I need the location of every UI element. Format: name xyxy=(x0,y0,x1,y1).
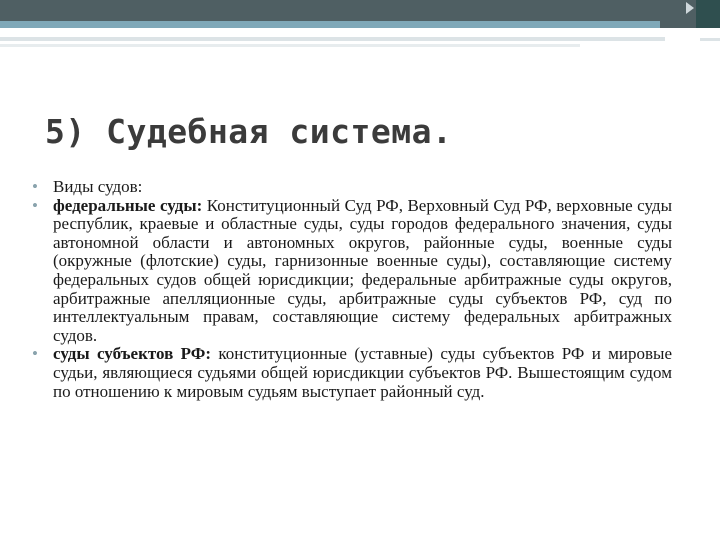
bullet-item-court-types xyxy=(30,178,672,197)
bullet-text: конституционные (уставные) суды субъектов РФ и мировые судьи, являющиеся судьями общей юрисдикции субъектов РФ. Вышестоящим судом по отношению к мировым судьям выступает районный суд. xyxy=(53,344,673,401)
corner-triangle-icon xyxy=(686,2,694,14)
slide-title: 5) Судебная система. xyxy=(45,112,453,151)
decorative-rule-secondary xyxy=(0,44,580,47)
bullet-item-federal-courts xyxy=(30,197,672,346)
header-accent-strip xyxy=(0,21,660,28)
bullet-text: Конституционный Суд РФ, Верховный Суд РФ, верховные суды республик, краевые и областные суды, суды городов федерального значения, суды автономной области и автономных округов, районные суды, военные суды (окружные (флотские) суды, гарнизонные военные суды), составляющие систему федеральных судов общей юрисдикции; федеральные арбитражные суды округов, арбитражные апелляционные суды, арбитражные суды субъектов РФ, суд по интеллектуальным правам, составляющие систему федеральных арбитражных судов. xyxy=(53,195,672,345)
header-band xyxy=(0,0,720,28)
bullet-icon: • xyxy=(32,344,38,364)
bullet-bold-text: федеральные суды: xyxy=(53,195,203,215)
bullet-item-regional-courts xyxy=(30,345,672,401)
bullet-text: Виды судов: xyxy=(53,177,143,196)
header-corner-block xyxy=(696,0,720,28)
decorative-rule-right xyxy=(700,38,720,41)
bullet-list xyxy=(30,178,672,401)
bullet-icon: • xyxy=(32,195,38,215)
bullet-bold-text: суды субъектов РФ: xyxy=(53,344,211,364)
bullet-icon: • xyxy=(32,177,38,196)
decorative-rule xyxy=(0,37,665,41)
